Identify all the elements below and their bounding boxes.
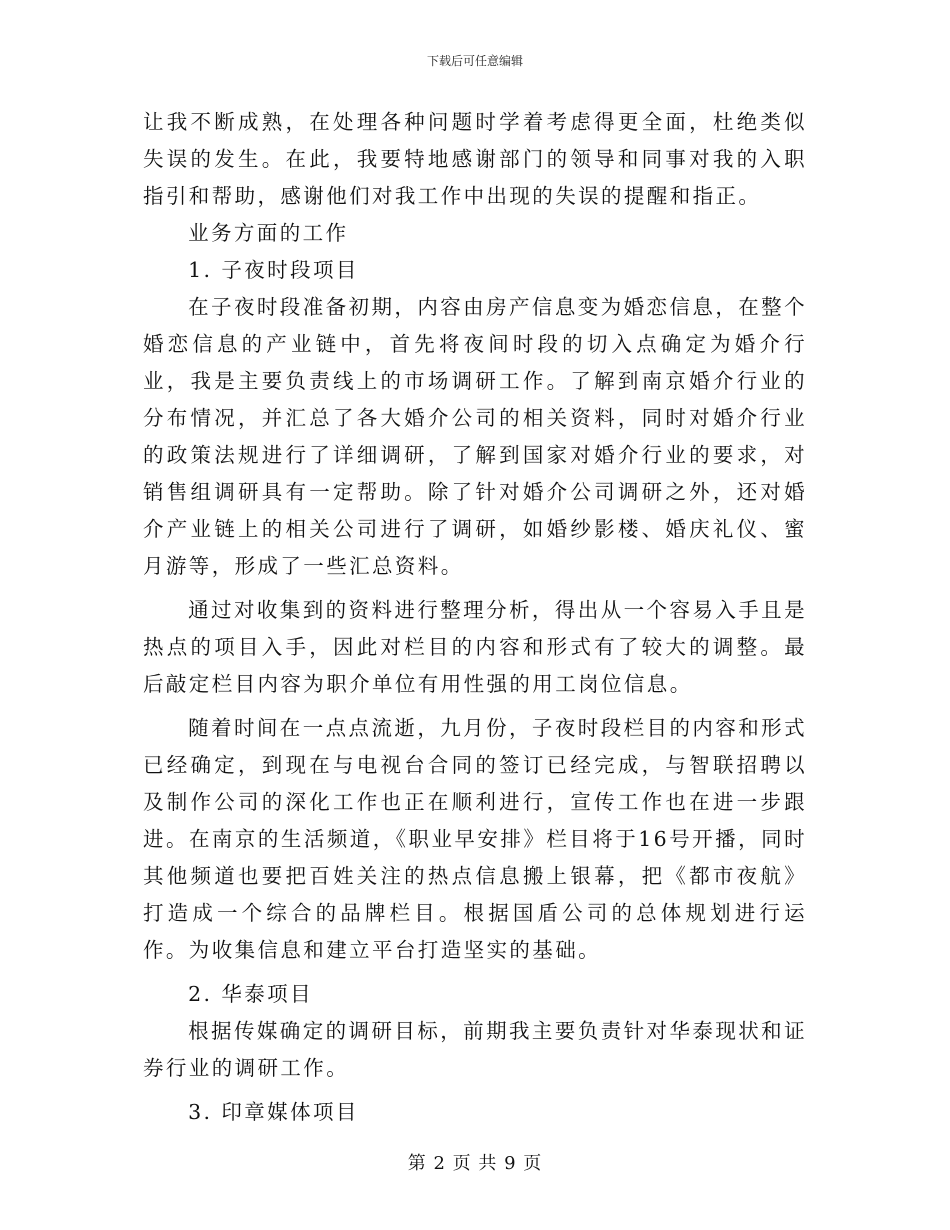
item-heading-2: 2. 华泰项目 — [188, 982, 313, 1006]
item-heading-3: 3. 印章媒体项目 — [188, 1100, 359, 1124]
document-body — [143, 104, 807, 1131]
paragraph-huatai: 根据传媒确定的调研目标，前期我主要负责针对华泰现状和证券行业的调研工作。 — [143, 1019, 807, 1080]
paragraph-progress: 随着时间在一点点流逝，九月份，子夜时段栏目的内容和形式已经确定，到现在与电视台合同的签订已经完成，与智联招聘以及制作公司的深化工作也正在顺利进行，宣传工作也在进一步跟进。在南京的生活频道，《职业早安排》栏目将于16号开播，同时其他频道也要把百姓关注的热点信息搬上银幕，把《都市夜航》打造成一个综合的品牌栏目。根据国盾公司的总体规划进行运作。为收集信息和建立平台打造坚实的基础。 — [143, 716, 807, 962]
page-number-footer: 第 2 页 共 9 页 — [407, 1153, 543, 1174]
paragraph-analysis: 通过对收集到的资料进行整理分析，得出从一个容易入手且是热点的项目入手，因此对栏目的内容和形式有了较大的调整。最后敲定栏目内容为职介单位有用性强的用工岗位信息。 — [143, 598, 807, 696]
paragraph-continuation: 让我不断成熟，在处理各种问题时学着考虑得更全面，杜绝类似失误的发生。在此，我要特地感谢部门的领导和同事对我的入职指引和帮助，感谢他们对我工作中出现的失误的提醒和指正。 — [143, 110, 807, 208]
paragraph-midnight-research: 在子夜时段准备初期，内容由房产信息变为婚恋信息，在整个婚恋信息的产业链中，首先将夜间时段的切入点确定为婚介行业，我是主要负责线上的市场调研工作。了解到南京婚介行业的分布情况，并汇总了各大婚介公司的相关资料，同时对婚介行业的政策法规进行了详细调研，了解到国家对婚介行业的要求，对销售组调研具有一定帮助。除了针对婚介公司调研之外，还对婚介产业链上的相关公司进行了调研，如婚纱影楼、婚庆礼仪、蜜月游等，形成了一些汇总资料。 — [143, 295, 807, 578]
page-header: 下载后可任意编辑 — [426, 54, 523, 68]
item-heading-1: 1. 子夜时段项目 — [188, 258, 359, 282]
section-heading: 业务方面的工作 — [188, 221, 349, 245]
